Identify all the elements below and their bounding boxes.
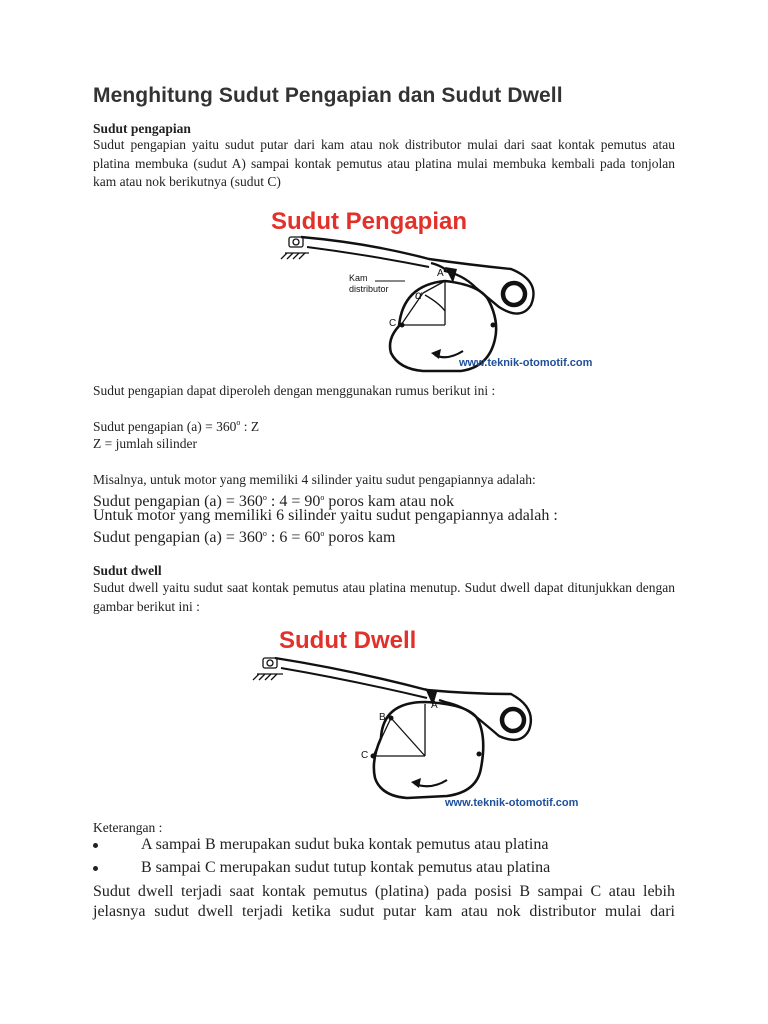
example-intro: Misalnya, untuk motor yang memiliki 4 silinder yaitu sudut pengapiannya adalah:: [93, 472, 536, 487]
label-a: A: [437, 268, 444, 279]
formula-line-2: Z = jumlah silinder: [93, 436, 197, 451]
watermark: www.teknik-otomotif.com: [445, 797, 579, 809]
legend-heading: Keterangan :: [93, 820, 163, 835]
example-2: Sudut pengapian $(a) = 360^o$ : $6 = 60^o$ poros kam: [93, 529, 396, 546]
list-item: B sampai C merupakan sudut tutup kontak pemutus atau platina: [93, 859, 675, 882]
paragraph-sudut-pengapian: Sudut pengapian yaitu sudut putar dari kam atau nok distributor mulai dari saat kontak pemutus atau platina membuka (sudut A) sampai kontak pemutus atau platina mulai membuka kembali pada tonjolan kam atau nok berikutnya (sudut C): [93, 137, 675, 189]
label-distributor: distributor: [349, 284, 389, 294]
page-title: Menghitung Sudut Pengapian dan Sudut Dwell: [93, 84, 563, 107]
figure-title: Sudut Pengapian: [271, 208, 468, 235]
spring-ring-icon: [503, 283, 525, 305]
closing-paragraph: Sudut dwell terjadi saat kontak pemutus (platina) pada posisi B sampai C atau lebih jelasnya sudut dwell terjadi ketika sudut putar kam atau nok distributor mulai dari: [93, 883, 675, 920]
section-heading-sudut-pengapian: Sudut pengapian: [93, 121, 191, 136]
figure-sudut-dwell: [241, 620, 579, 814]
formula-line-1: Sudut pengapian $(a) = 360^o$ : Z: [93, 418, 260, 434]
example-2-intro: Untuk motor yang memiliki 6 silinder yaitu sudut pengapiannya adalah :: [93, 507, 558, 524]
list-item: A sampai B merupakan sudut buka kontak pemutus atau platina: [93, 836, 675, 859]
bullet-icon: [93, 843, 98, 848]
section-heading-sudut-dwell: Sudut dwell: [93, 563, 162, 578]
pivot-hatch-icon: [253, 658, 283, 680]
pivot-hatch-icon: [281, 237, 309, 259]
watermark: www.teknik-otomotif.com: [459, 357, 593, 369]
breaker-arm: [275, 658, 531, 740]
label-alpha: α: [415, 288, 422, 302]
example-1: Sudut pengapian $(a) = 360^o$ : $4 = 90^o$ poros kam atau nok: [93, 493, 455, 510]
label-a: A: [431, 700, 438, 711]
label-c: C: [361, 750, 369, 761]
figure-sudut-pengapian: [249, 201, 593, 377]
legend-list: [93, 836, 675, 882]
spring-ring-icon: [502, 709, 524, 731]
label-c: C: [389, 318, 397, 329]
figure-title: Sudut Dwell: [279, 627, 417, 654]
label-kam: Kam: [349, 273, 368, 283]
label-b: B: [379, 712, 386, 723]
formula-intro: Sudut pengapian dapat diperoleh dengan menggunakan rumus berikut ini :: [93, 383, 496, 398]
bullet-icon: [93, 866, 98, 871]
paragraph-sudut-dwell: Sudut dwell yaitu sudut saat kontak pemutus atau platina menutup. Sudut dwell dapat ditunjukkan dengan gambar berikut ini :: [93, 580, 675, 614]
